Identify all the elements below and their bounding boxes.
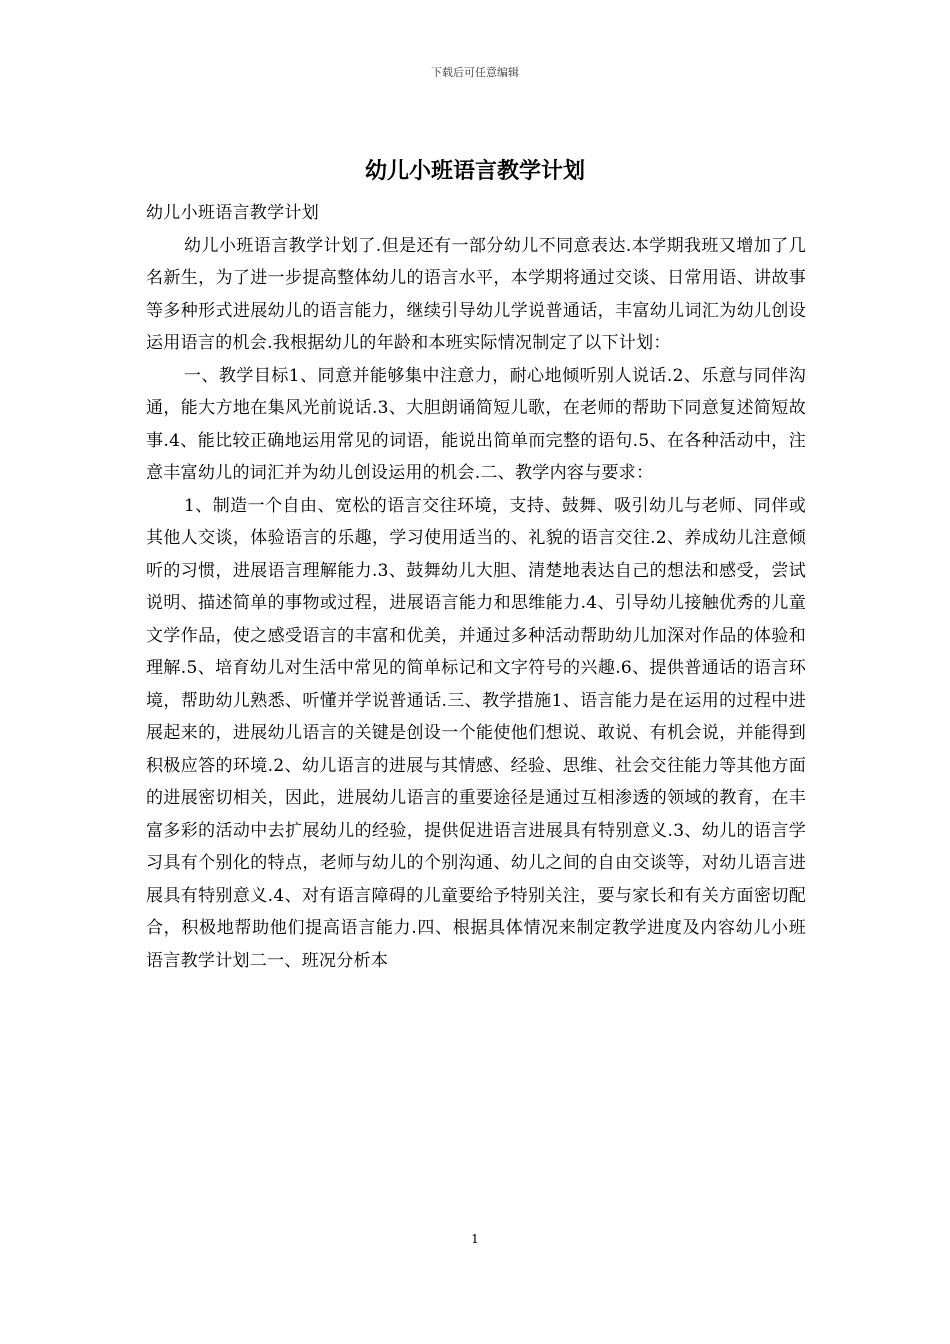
- paragraph-intro: 幼儿小班语言教学计划了.但是还有一部分幼儿不同意表达.本学期我班又增加了几名新生，为了进一步提高整体幼儿的语言水平，本学期将通过交谈、日常用语、讲故事等多种形式进展幼儿的语言能力，继续引导幼儿学说普通话，丰富幼儿词汇为幼儿创设运用语言的机会.我根据幼儿的年龄和本班实际情况制定了以下计划：: [146, 235, 806, 353]
- document-body: [146, 197, 806, 977]
- paragraph-content: 1、制造一个自由、宽松的语言交往环境，支持、鼓舞、吸引幼儿与老师、同伴或其他人交谈，体验语言的乐趣，学习使用适当的、礼貌的语言交往.2、养成幼儿注意倾听的习惯，进展语言理解能力.3、鼓舞幼儿大胆、清楚地表达自己的想法和感受，尝试说明、描述简单的事物或过程，进展语言能力和思维能力.4、引导幼儿接触优秀的儿童文学作品，使之感受语言的丰富和优美，并通过多种活动帮助幼儿加深对作品的体验和理解.5、培育幼儿对生活中常见的简单标记和文字符号的兴趣.6、提供普通话的语言环境，帮助幼儿熟悉、听懂并学说普通话.三、教学措施1、语言能力是在运用的过程中进展起来的，进展幼儿语言的关键是创设一个能使他们想说、敢说、有机会说，并能得到积极应答的环境.2、幼儿语言的进展与其情感、经验、思维、社会交往能力等其他方面的进展密切相关，因此，进展幼儿语言的重要途径是通过互相渗透的领域的教育，在丰富多彩的活动中去扩展幼儿的经验，提供促进语言进展具有特别意义.3、幼儿的语言学习具有个别化的特点，老师与幼儿的个别沟通、幼儿之间的自由交谈等，对幼儿语言进展具有特别意义.4、对有语言障碍的儿童要给予特别关注，要与家长和有关方面密切配合，积极地帮助他们提高语言能力.四、根据具体情况来制定教学进度及内容幼儿小班语言教学计划二一、班况分析本: [146, 495, 806, 971]
- paragraph-goals: 一、教学目标1、同意并能够集中注意力，耐心地倾听别人说话.2、乐意与同伴沟通，能大方地在集风光前说话.3、大胆朗诵简短儿歌，在老师的帮助下同意复述简短故事.4、能比较正确地运用常见的词语，能说出简单而完整的语句.5、在各种活动中，注意丰富幼儿的词汇并为幼儿创设运用的机会.二、教学内容与要求：: [146, 365, 806, 483]
- document-subtitle: 幼儿小班语言教学计划: [146, 203, 319, 223]
- page-header-note: 下载后可任意编辑: [431, 66, 519, 79]
- page-number: 1: [471, 1232, 479, 1246]
- document-title: 幼儿小班语言教学计划: [364, 158, 585, 184]
